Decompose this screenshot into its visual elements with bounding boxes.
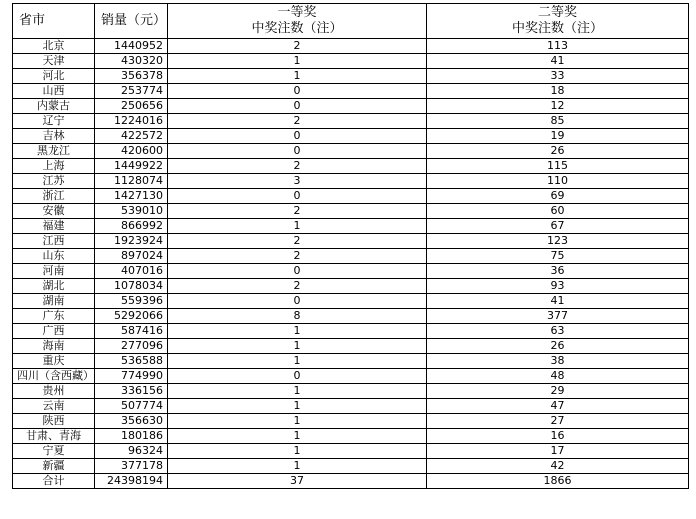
sales-cell: 897024 [95, 249, 168, 264]
sales-cell: 1440952 [95, 39, 168, 54]
table-row [13, 174, 689, 189]
table-row [13, 234, 689, 249]
second-prize-cell: 17 [427, 444, 689, 459]
second-prize-cell: 69 [427, 189, 689, 204]
table-row [13, 339, 689, 354]
first-prize-cell: 1 [168, 429, 427, 444]
first-prize-cell: 1 [168, 54, 427, 69]
table-row [13, 414, 689, 429]
table-row [13, 399, 689, 414]
sales-cell: 774990 [95, 369, 168, 384]
first-prize-cell: 2 [168, 249, 427, 264]
second-prize-cell: 85 [427, 114, 689, 129]
province-cell: 江西 [13, 234, 95, 249]
second-prize-cell: 75 [427, 249, 689, 264]
first-prize-cell: 1 [168, 444, 427, 459]
second-prize-cell: 26 [427, 144, 689, 159]
second-prize-cell: 63 [427, 324, 689, 339]
sales-cell: 539010 [95, 204, 168, 219]
table-row [13, 444, 689, 459]
first-prize-cell: 0 [168, 129, 427, 144]
province-cell: 福建 [13, 219, 95, 234]
table-row [13, 309, 689, 324]
second-prize-cell: 12 [427, 99, 689, 114]
table-row [13, 99, 689, 114]
table-row [13, 219, 689, 234]
first-prize-cell: 0 [168, 84, 427, 99]
province-cell: 浙江 [13, 189, 95, 204]
province-cell: 海南 [13, 339, 95, 354]
header-second-prize-title: 二等奖 [537, 5, 577, 20]
province-cell: 贵州 [13, 384, 95, 399]
header-sales: 销量（元） [95, 4, 168, 39]
sales-cell: 377178 [95, 459, 168, 474]
second-prize-cell: 33 [427, 69, 689, 84]
sales-cell: 336156 [95, 384, 168, 399]
first-prize-cell: 0 [168, 99, 427, 114]
sales-cell: 250656 [95, 99, 168, 114]
table-row [13, 474, 689, 489]
table-row [13, 159, 689, 174]
table-row [13, 69, 689, 84]
province-cell: 内蒙古 [13, 99, 95, 114]
table-row [13, 459, 689, 474]
first-prize-cell: 0 [168, 294, 427, 309]
province-cell: 四川（含西藏） [13, 369, 95, 384]
second-prize-cell: 113 [427, 39, 689, 54]
second-prize-cell: 60 [427, 204, 689, 219]
sales-cell: 422572 [95, 129, 168, 144]
first-prize-cell: 2 [168, 114, 427, 129]
sales-cell: 1224016 [95, 114, 168, 129]
province-cell: 黑龙江 [13, 144, 95, 159]
second-prize-cell: 110 [427, 174, 689, 189]
first-prize-cell: 1 [168, 324, 427, 339]
lottery-sales-table [12, 3, 689, 489]
province-cell: 云南 [13, 399, 95, 414]
table-row [13, 384, 689, 399]
second-prize-cell: 27 [427, 414, 689, 429]
province-cell: 甘肃、青海 [13, 429, 95, 444]
first-prize-cell: 2 [168, 159, 427, 174]
first-prize-cell: 0 [168, 264, 427, 279]
province-cell: 天津 [13, 54, 95, 69]
province-cell: 湖北 [13, 279, 95, 294]
table-row [13, 369, 689, 384]
sales-cell: 559396 [95, 294, 168, 309]
second-prize-cell: 38 [427, 354, 689, 369]
second-prize-cell: 115 [427, 159, 689, 174]
second-prize-cell: 36 [427, 264, 689, 279]
sales-cell: 407016 [95, 264, 168, 279]
province-cell: 山东 [13, 249, 95, 264]
sales-cell: 1923924 [95, 234, 168, 249]
province-cell: 广东 [13, 309, 95, 324]
second-prize-cell: 41 [427, 294, 689, 309]
first-prize-cell: 0 [168, 189, 427, 204]
sales-cell: 5292066 [95, 309, 168, 324]
table-row [13, 189, 689, 204]
sales-cell: 277096 [95, 339, 168, 354]
province-cell: 陕西 [13, 414, 95, 429]
sales-cell: 536588 [95, 354, 168, 369]
second-prize-cell: 47 [427, 399, 689, 414]
sales-cell: 507774 [95, 399, 168, 414]
second-prize-cell: 1866 [427, 474, 689, 489]
second-prize-cell: 29 [427, 384, 689, 399]
province-cell: 吉林 [13, 129, 95, 144]
sales-cell: 1078034 [95, 279, 168, 294]
second-prize-cell: 41 [427, 54, 689, 69]
province-cell: 河南 [13, 264, 95, 279]
province-cell: 重庆 [13, 354, 95, 369]
province-cell: 宁夏 [13, 444, 95, 459]
province-cell: 广西 [13, 324, 95, 339]
table-row [13, 264, 689, 279]
header-first-prize-unit: 中奖注数（注） [251, 21, 343, 36]
table-row [13, 204, 689, 219]
sales-cell: 866992 [95, 219, 168, 234]
header-first-prize [168, 4, 427, 39]
second-prize-cell: 18 [427, 84, 689, 99]
header-row [13, 4, 689, 39]
first-prize-cell: 1 [168, 339, 427, 354]
first-prize-cell: 0 [168, 144, 427, 159]
first-prize-cell: 1 [168, 384, 427, 399]
first-prize-cell: 2 [168, 279, 427, 294]
first-prize-cell: 1 [168, 399, 427, 414]
sales-cell: 430320 [95, 54, 168, 69]
sales-cell: 356630 [95, 414, 168, 429]
second-prize-cell: 16 [427, 429, 689, 444]
first-prize-cell: 2 [168, 204, 427, 219]
sales-cell: 24398194 [95, 474, 168, 489]
first-prize-cell: 1 [168, 459, 427, 474]
table-row [13, 39, 689, 54]
table-row [13, 279, 689, 294]
sales-cell: 420600 [95, 144, 168, 159]
table-row [13, 354, 689, 369]
province-cell: 新疆 [13, 459, 95, 474]
table-row [13, 54, 689, 69]
first-prize-cell: 8 [168, 309, 427, 324]
first-prize-cell: 2 [168, 39, 427, 54]
table-row [13, 84, 689, 99]
table-row [13, 294, 689, 309]
second-prize-cell: 26 [427, 339, 689, 354]
table-row [13, 249, 689, 264]
first-prize-cell: 1 [168, 354, 427, 369]
province-cell: 山西 [13, 84, 95, 99]
sales-cell: 1427130 [95, 189, 168, 204]
first-prize-cell: 3 [168, 174, 427, 189]
header-province: 省市 [13, 4, 95, 39]
sales-cell: 253774 [95, 84, 168, 99]
table-body [13, 39, 689, 489]
first-prize-cell: 2 [168, 234, 427, 249]
province-cell: 北京 [13, 39, 95, 54]
second-prize-cell: 67 [427, 219, 689, 234]
sales-cell: 1128074 [95, 174, 168, 189]
second-prize-cell: 48 [427, 369, 689, 384]
province-cell: 江苏 [13, 174, 95, 189]
table-row [13, 429, 689, 444]
first-prize-cell: 0 [168, 369, 427, 384]
header-second-prize [427, 4, 689, 39]
first-prize-cell: 1 [168, 414, 427, 429]
first-prize-cell: 1 [168, 219, 427, 234]
table-row [13, 129, 689, 144]
sales-cell: 356378 [95, 69, 168, 84]
province-cell: 上海 [13, 159, 95, 174]
second-prize-cell: 19 [427, 129, 689, 144]
second-prize-cell: 123 [427, 234, 689, 249]
second-prize-cell: 93 [427, 279, 689, 294]
first-prize-cell: 1 [168, 69, 427, 84]
header-first-prize-title: 一等奖 [277, 5, 317, 20]
table-row [13, 144, 689, 159]
second-prize-cell: 377 [427, 309, 689, 324]
province-cell: 湖南 [13, 294, 95, 309]
sales-cell: 587416 [95, 324, 168, 339]
province-cell: 河北 [13, 69, 95, 84]
province-cell: 合计 [13, 474, 95, 489]
first-prize-cell: 37 [168, 474, 427, 489]
sales-cell: 1449922 [95, 159, 168, 174]
sales-cell: 180186 [95, 429, 168, 444]
province-cell: 安徽 [13, 204, 95, 219]
header-second-prize-unit: 中奖注数（注） [511, 21, 603, 36]
second-prize-cell: 42 [427, 459, 689, 474]
sales-cell: 96324 [95, 444, 168, 459]
table-row [13, 324, 689, 339]
province-cell: 辽宁 [13, 114, 95, 129]
table-row [13, 114, 689, 129]
